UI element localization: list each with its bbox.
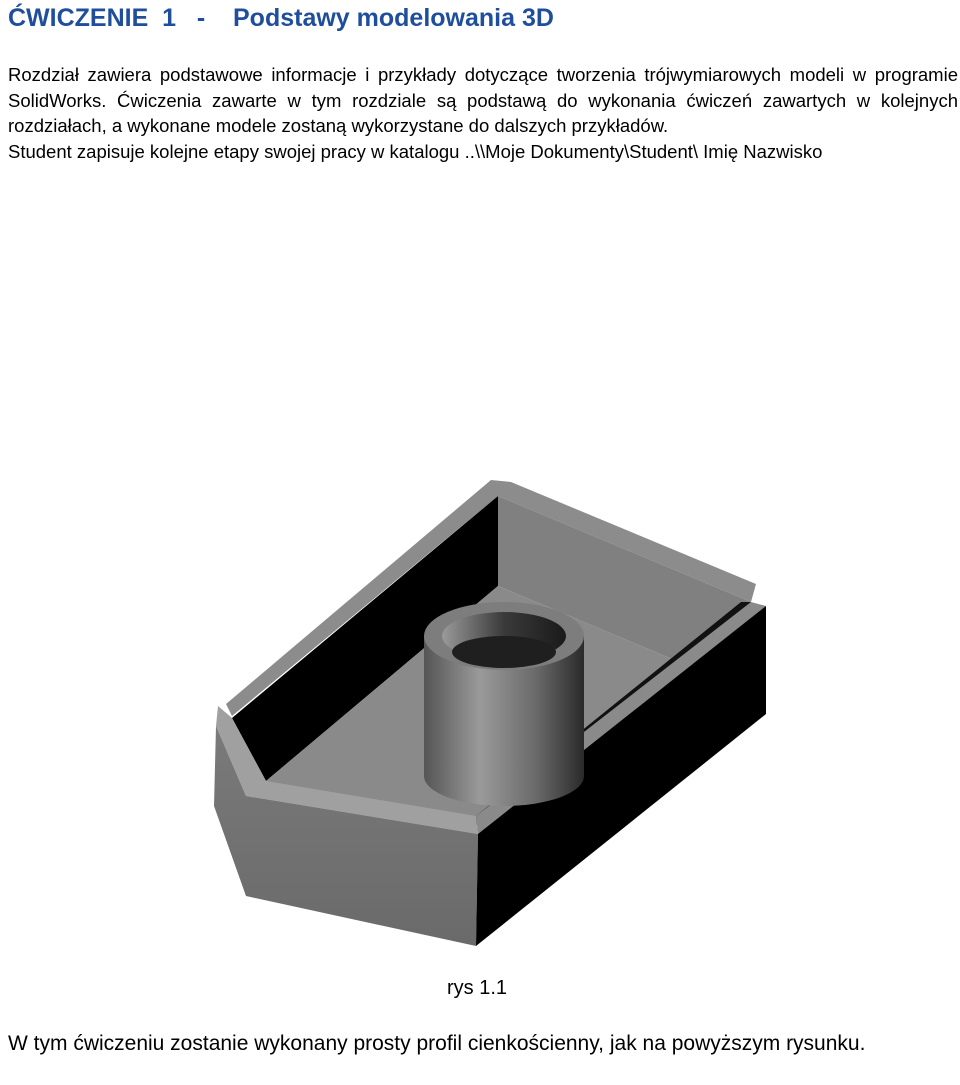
thin-walled-box-model-image	[186, 456, 776, 976]
model-figure	[186, 456, 776, 976]
catalog-paragraph: Student zapisuje kolejne etapy swojej pracy w katalogu ..\\Moje Dokumenty\Student\ Imię Nazwisko	[8, 140, 823, 162]
page-title: ĆWICZENIE 1 - Podstawy modelowania 3D	[8, 4, 554, 32]
closing-text: W tym ćwiczeniu zostanie wykonany prosty profil cienkościenny, jak na powyższym rysunku.	[8, 1032, 866, 1055]
figure-caption: rys 1.1	[447, 977, 508, 999]
intro-text	[8, 62, 958, 164]
boss-hole-depth	[452, 636, 556, 668]
intro-paragraph: Rozdział zawiera podstawowe informacje i przykłady dotyczące tworzenia trójwymiarowych modeli w programie SolidWorks. Ćwiczenia zawarte w tym rozdziale są podstawą do wykonania ćwiczeń zawartych w kolejnych rozdziałach, a wykonane modele zostaną wykorzystane do dalszych przykładów.	[8, 64, 958, 136]
